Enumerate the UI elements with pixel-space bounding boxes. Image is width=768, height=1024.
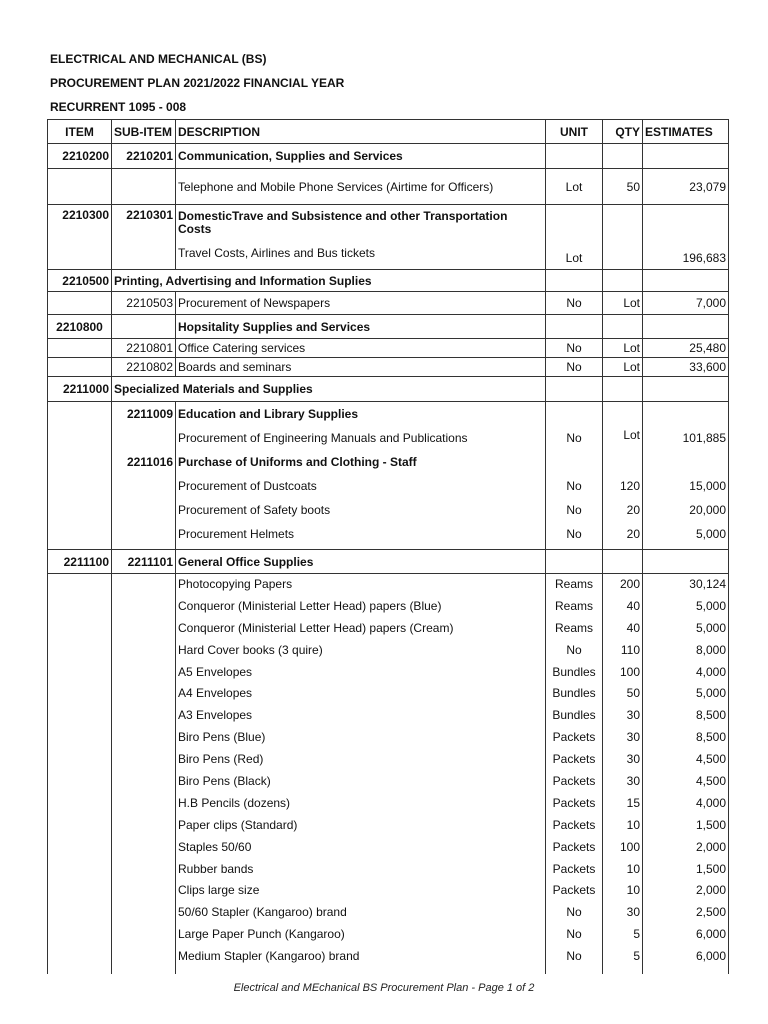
- unit: Packets: [552, 861, 596, 876]
- office-supplies-block: [48, 574, 729, 975]
- description: 50/60 Stapler (Kangaroo) brand: [178, 905, 347, 920]
- qty: 100: [619, 664, 640, 679]
- table-row: [48, 339, 729, 358]
- estimate: 8,500: [695, 730, 726, 745]
- description: Hard Cover books (3 quire): [178, 642, 323, 657]
- unit: Reams: [554, 598, 593, 613]
- table-header-row: [48, 120, 729, 144]
- qty: 120: [619, 479, 640, 493]
- section-row: [48, 270, 729, 292]
- qty: 40: [626, 598, 640, 613]
- item-code: 2210300: [48, 205, 112, 270]
- office-supplies-estimates: [645, 574, 726, 968]
- column-header-qty: QTY: [603, 120, 643, 144]
- qty: 5: [633, 927, 640, 942]
- unit: No: [546, 339, 603, 358]
- unit: No: [566, 927, 582, 942]
- estimate: 4,500: [695, 774, 726, 789]
- section-row: [48, 144, 729, 169]
- estimate: 23,079: [643, 169, 729, 205]
- unit: Bundles: [552, 664, 596, 679]
- sub-item-code: 2210503: [112, 292, 176, 315]
- column-header-description: DESCRIPTION: [176, 120, 546, 144]
- column-header-unit: UNIT: [546, 120, 603, 144]
- page-footer: Electrical and MEchanical BS Procurement Plan - Page 1 of 2: [233, 982, 535, 994]
- section-title: Printing, Advertising and Information Suplies: [112, 270, 546, 292]
- spacer: [548, 450, 600, 474]
- unit: Packets: [552, 839, 596, 854]
- estimate: 2,500: [695, 905, 726, 920]
- estimate: 5,000: [695, 598, 726, 613]
- estimate: 6,000: [695, 949, 726, 964]
- unit-cell: [546, 402, 603, 550]
- column-header-estimates: ESTIMATES: [643, 120, 729, 144]
- qty: Lot: [603, 339, 643, 358]
- item-code: [48, 339, 112, 358]
- estimate: 8,500: [695, 708, 726, 723]
- unit-cell: [546, 270, 603, 292]
- office-supplies-qtys: [605, 574, 640, 968]
- qty: 20: [626, 503, 640, 517]
- section-title: Hopsitality Supplies and Services: [176, 315, 546, 339]
- unit: Packets: [552, 795, 596, 810]
- recurrent-code: RECURRENT 1095 - 008: [50, 100, 187, 114]
- item-code: 2210500: [48, 270, 112, 292]
- qty-cell: [603, 377, 643, 402]
- estimate: 25,480: [643, 339, 729, 358]
- document-title: ELECTRICAL AND MECHANICAL (BS): [50, 52, 267, 66]
- table-row: [48, 169, 729, 205]
- estimate: 30,124: [689, 577, 726, 591]
- procurement-table: [47, 119, 729, 974]
- unit: Bundles: [552, 708, 596, 723]
- qty: 40: [626, 620, 640, 635]
- sub-item-code: 2211016: [126, 455, 173, 469]
- item-code: 2210200: [48, 144, 112, 169]
- estimate: 5,000: [695, 527, 726, 541]
- estimate: 5,000: [695, 686, 726, 701]
- item-code: [48, 292, 112, 315]
- qty: 50: [626, 686, 640, 701]
- estimate-cell: [643, 402, 729, 550]
- qty: Lot: [603, 358, 643, 377]
- qty: 15: [626, 795, 640, 810]
- description: H.B Pencils (dozens): [178, 795, 291, 810]
- sub-item-code: [112, 169, 176, 205]
- qty-cell: [603, 315, 643, 339]
- unit: Packets: [552, 817, 596, 832]
- unit: No: [566, 503, 582, 517]
- sub-item-code: [112, 574, 176, 975]
- unit: Packets: [552, 883, 596, 898]
- office-supplies-units: [548, 574, 600, 968]
- qty: 30: [626, 905, 640, 920]
- section-row: [48, 205, 729, 270]
- description: Procurement of Safety boots: [178, 503, 331, 517]
- description: Conqueror (Ministerial Letter Head) papers (Blue): [178, 598, 442, 613]
- unit: No: [566, 479, 582, 493]
- estimate-cell: [643, 315, 729, 339]
- qty: 200: [619, 577, 640, 591]
- section-title: DomesticTrave and Subsistence and other Transportation Costs: [178, 209, 508, 236]
- estimate: 4,000: [695, 664, 726, 679]
- unit: Packets: [552, 730, 596, 745]
- description: Conqueror (Ministerial Letter Head) papers (Cream): [178, 620, 454, 635]
- qty: 30: [626, 752, 640, 767]
- description-cell: [176, 574, 546, 975]
- spacer: [114, 426, 173, 450]
- unit: No: [546, 292, 603, 315]
- description: Biro Pens (Black): [178, 774, 271, 789]
- qty: 30: [626, 774, 640, 789]
- unit-cell: [546, 574, 603, 975]
- unit: No: [566, 431, 582, 445]
- description: A4 Envelopes: [178, 686, 253, 701]
- qty: 10: [626, 817, 640, 832]
- estimate-cell: [643, 377, 729, 402]
- description: Staples 50/60: [178, 839, 252, 854]
- unit: No: [566, 949, 582, 964]
- description: Telephone and Mobile Phone Services (Airtime for Officers): [176, 169, 546, 205]
- description: Office Catering services: [176, 339, 546, 358]
- qty: 110: [620, 642, 640, 657]
- estimate: 2,000: [695, 883, 726, 898]
- description: Procurement Helmets: [178, 527, 295, 541]
- qty: 5: [633, 949, 640, 964]
- description: A5 Envelopes: [178, 664, 253, 679]
- description: Large Paper Punch (Kangaroo): [178, 927, 345, 942]
- estimate: 33,600: [643, 358, 729, 377]
- description: Procurement of Engineering Manuals and Publications: [178, 431, 468, 445]
- unit: Lot: [546, 169, 603, 205]
- qty-cell: [603, 550, 643, 574]
- sub-item-code: 2210802: [112, 358, 176, 377]
- document-subtitle: PROCUREMENT PLAN 2021/2022 FINANCIAL YEAR: [50, 76, 345, 90]
- spacer: [605, 450, 640, 474]
- unit: Packets: [552, 752, 596, 767]
- item-code: [48, 358, 112, 377]
- estimate: 20,000: [689, 503, 726, 517]
- unit: Reams: [554, 577, 593, 591]
- item-code: 2211100: [48, 550, 112, 574]
- description: Boards and seminars: [176, 358, 546, 377]
- column-header-item: ITEM: [48, 120, 112, 144]
- unit-cell: [546, 377, 603, 402]
- column-header-sub-item: SUB-ITEM: [112, 120, 176, 144]
- qty: 10: [626, 861, 640, 876]
- description: Clips large size: [178, 883, 260, 898]
- sub-item-code: 2211101: [112, 550, 176, 574]
- description-cell: [176, 402, 546, 550]
- table-row: [48, 358, 729, 377]
- qty: 50: [603, 169, 643, 205]
- section-row: [48, 550, 729, 574]
- spacer: [645, 450, 726, 474]
- qty: [603, 205, 643, 270]
- description: A3 Envelopes: [178, 708, 253, 723]
- unit: No: [546, 358, 603, 377]
- estimate: 2,000: [695, 839, 726, 854]
- item-code: [48, 169, 112, 205]
- subsection-block: [48, 402, 729, 550]
- unit: No: [566, 642, 582, 657]
- spacer: [645, 402, 726, 426]
- qty: 10: [626, 883, 640, 898]
- unit-cell: [546, 550, 603, 574]
- qty: 100: [619, 839, 640, 854]
- estimate: 101,885: [682, 431, 726, 445]
- qty: Lot: [603, 292, 643, 315]
- section-row: [48, 377, 729, 402]
- table-row: [48, 292, 729, 315]
- estimate: 1,500: [695, 817, 726, 832]
- section-row: [48, 315, 729, 339]
- sub-item-code: 2210201: [112, 144, 176, 169]
- estimate: 1,500: [695, 861, 726, 876]
- description: Photocopying Papers: [178, 577, 293, 591]
- estimate-cell: [643, 574, 729, 975]
- description: Biro Pens (Red): [178, 752, 264, 767]
- sub-item-codes: [112, 402, 176, 550]
- subsection-title: Purchase of Uniforms and Clothing - Staff: [178, 455, 417, 469]
- unit: Packets: [552, 774, 596, 789]
- description: Biro Pens (Blue): [178, 730, 266, 745]
- estimate: 4,000: [695, 795, 726, 810]
- sub-item-code: 2211009: [126, 407, 173, 421]
- estimate-cell: [643, 550, 729, 574]
- description: Procurement of Dustcoats: [178, 479, 317, 493]
- spacer: [548, 402, 600, 426]
- description: Procurement of Newspapers: [176, 292, 546, 315]
- sub-item-code: 2210301: [112, 205, 176, 270]
- unit-cell: [546, 315, 603, 339]
- qty: Lot: [623, 428, 640, 442]
- unit: Lot: [546, 205, 603, 270]
- qty-cell: [603, 144, 643, 169]
- estimate: 196,683: [643, 205, 729, 270]
- unit: No: [566, 527, 582, 541]
- estimate: 7,000: [643, 292, 729, 315]
- estimate-cell: [643, 270, 729, 292]
- office-supplies-descriptions: [178, 574, 543, 968]
- item-code: 2210800: [48, 315, 112, 339]
- unit: Bundles: [552, 686, 596, 701]
- unit: No: [566, 905, 582, 920]
- sub-item-code: [112, 315, 176, 339]
- qty: 30: [626, 730, 640, 745]
- item-code: [48, 574, 112, 975]
- description: Rubber bands: [178, 861, 254, 876]
- item-code: [48, 402, 112, 550]
- unit: Reams: [554, 620, 593, 635]
- spacer: [605, 402, 640, 426]
- description: Paper clips (Standard): [178, 817, 298, 832]
- subsection-title: Education and Library Supplies: [178, 407, 359, 421]
- section-title: Specialized Materials and Supplies: [112, 377, 546, 402]
- section-title: Communication, Supplies and Services: [176, 144, 546, 169]
- description: Medium Stapler (Kangaroo) brand: [178, 949, 360, 964]
- estimate: 4,500: [695, 752, 726, 767]
- qty-cell: [603, 402, 643, 550]
- qty-cell: [603, 574, 643, 975]
- qty: 20: [626, 527, 640, 541]
- estimate: 8,000: [695, 642, 726, 657]
- sub-item-code: 2210801: [112, 339, 176, 358]
- estimate: 15,000: [689, 479, 726, 493]
- estimate-cell: [643, 144, 729, 169]
- estimate: 5,000: [695, 620, 726, 635]
- description-cell: [176, 205, 546, 270]
- item-code: 2211000: [48, 377, 112, 402]
- section-title: General Office Supplies: [176, 550, 546, 574]
- qty-cell: [603, 270, 643, 292]
- estimate: 6,000: [695, 927, 726, 942]
- description: Travel Costs, Airlines and Bus tickets: [178, 246, 375, 260]
- qty: 30: [626, 708, 640, 723]
- unit-cell: [546, 144, 603, 169]
